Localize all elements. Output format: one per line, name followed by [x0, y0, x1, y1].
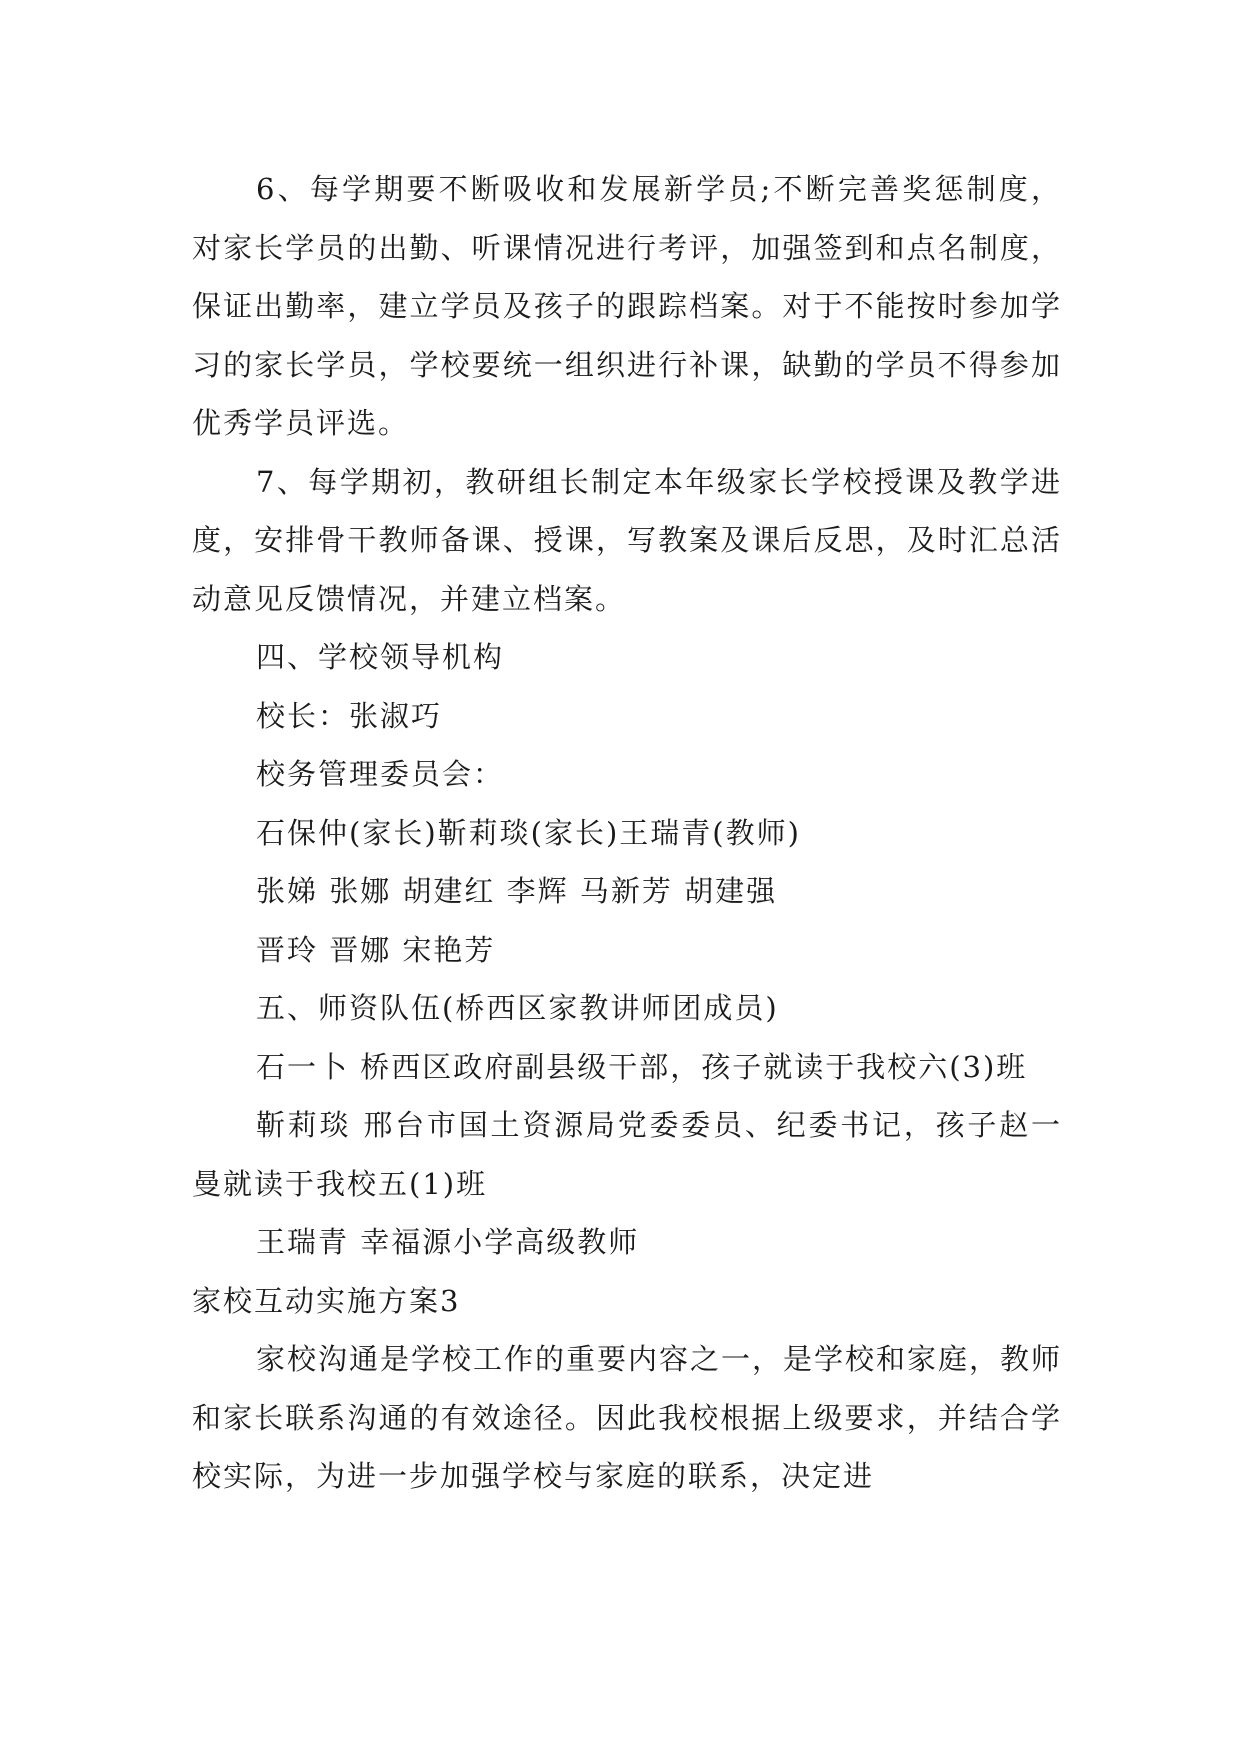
faculty-member-3: 王瑞青 幸福源小学高级教师	[256, 1225, 640, 1259]
section-leadership-title: 四、学校领导机构	[256, 640, 505, 674]
paragraph-home-school-communication: 家校沟通是学校工作的重要内容之一，是学校和家庭，教师和家长联系沟通的有效途径。因此我校根据上级要求，并结合学校实际，为进一步加强学校与家庭的联系，决定进	[192, 1342, 1063, 1493]
document-body	[192, 160, 1062, 1506]
committee-members-2: 张娣 张娜 胡建红 李辉 马新芳 胡建强	[256, 874, 778, 908]
section-faculty-title: 五、师资队伍(桥西区家教讲师团成员)	[256, 991, 779, 1025]
paragraph-teaching-schedule: 7、每学期初，教研组长制定本年级家长学校授课及教学进度，安排骨干教师备课、授课，写教案及课后反思，及时汇总活动意见反馈情况，并建立档案。	[192, 464, 1062, 616]
committee-members-1: 石保仲(家长)靳莉琰(家长)王瑞青(教师)	[256, 815, 801, 850]
plan-3-title: 家校互动实施方案3	[192, 1283, 461, 1318]
faculty-member-1: 石一卜 桥西区政府副县级干部，孩子就读于我校六(3)班	[256, 1049, 1028, 1084]
committee-members-3: 晋玲 晋娜 宋艳芳	[256, 932, 496, 967]
faculty-member-2: 靳莉琰 邢台市国土资源局党委委员、纪委书记，孩子赵一曼就读于我校五(1)班	[192, 1108, 1062, 1201]
paragraph-attendance: 6、每学期要不断吸收和发展新学员;不断完善奖惩制度，对家长学员的出勤、听课情况进行考评，加强签到和点名制度，保证出勤率，建立学员及孩子的跟踪档案。对于不能按时参加学习的家长学员，学校要统一组织进行补课，缺勤的学员不得参加优秀学员评选。	[192, 172, 1062, 440]
principal-line: 校长：张淑巧	[256, 698, 443, 733]
committee-label: 校务管理委员会：	[256, 757, 505, 791]
